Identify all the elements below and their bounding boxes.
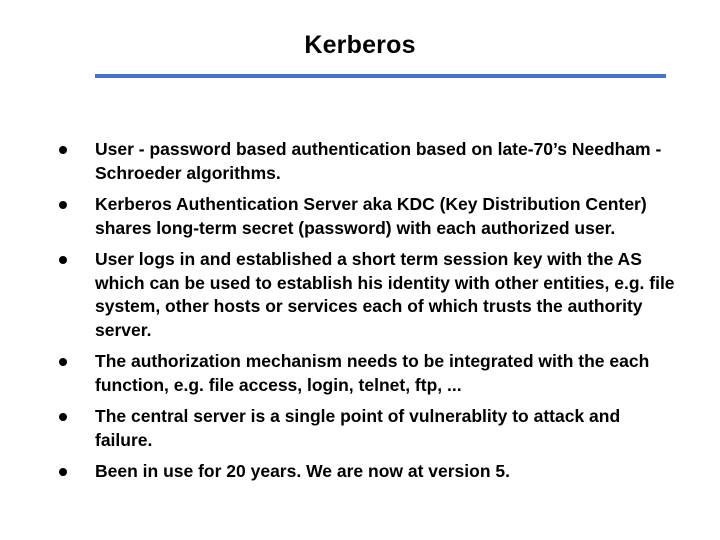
bullet-item bbox=[59, 405, 679, 452]
bullet-text: Kerberos Authentication Server aka KDC (Key Distribution Center) shares long-term secret (password) with each authorized user. bbox=[95, 194, 647, 238]
bullet-text: User logs in and established a short term session key with the AS which can be used to establish his identity with other entities, e.g. file system, other hosts or services each of which trusts the authority server. bbox=[95, 249, 675, 340]
bullet-text: User - password based authentication based on late-70’s Needham -Schroeder algorithms. bbox=[95, 139, 662, 183]
bullet-dot-icon bbox=[59, 201, 67, 209]
title-underline bbox=[95, 74, 666, 78]
bullet-text: Been in use for 20 years. We are now at version 5. bbox=[95, 461, 510, 481]
bullet-item bbox=[59, 350, 679, 397]
slide-title: Kerberos bbox=[304, 31, 416, 59]
bullet-item bbox=[59, 248, 679, 342]
bullet-dot-icon bbox=[59, 468, 67, 476]
bullet-list bbox=[59, 138, 679, 492]
bullet-dot-icon bbox=[59, 256, 67, 264]
bullet-dot-icon bbox=[59, 413, 67, 421]
bullet-item bbox=[59, 138, 679, 185]
bullet-text: The authorization mechanism needs to be integrated with the each function, e.g. file access, login, telnet, ftp, ... bbox=[95, 351, 650, 395]
bullet-dot-icon bbox=[59, 358, 67, 366]
bullet-text: The central server is a single point of vulnerablity to attack and failure. bbox=[95, 406, 621, 450]
bullet-item bbox=[59, 193, 679, 240]
bullet-dot-icon bbox=[59, 146, 67, 154]
bullet-item bbox=[59, 460, 679, 484]
